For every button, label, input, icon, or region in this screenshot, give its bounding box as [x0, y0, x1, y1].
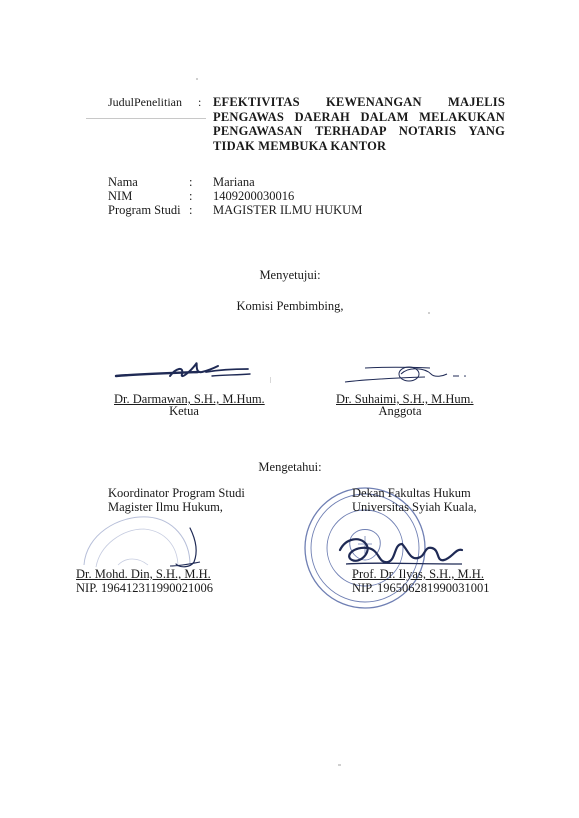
- advisor2-role: Anggota: [378, 404, 422, 418]
- scan-speck: [338, 764, 341, 766]
- name-label: Nama: [108, 175, 138, 189]
- left-official-signature: [150, 522, 210, 572]
- acknowledgement-heading: Mengetahui:: [258, 460, 322, 474]
- approval-heading: Menyetujui:: [259, 268, 321, 282]
- advisor1-signature: [110, 350, 260, 390]
- advisor1-name: Dr. Darmawan, S.H., M.Hum.: [114, 392, 265, 406]
- left-official-nip: NIP. 196412311990021006: [76, 581, 214, 595]
- scan-line: [86, 118, 206, 119]
- program-label: Program Studi: [108, 203, 181, 217]
- left-official-title: Koordinator Program Studi Magister Ilmu Hukum,: [108, 486, 245, 514]
- research-title-line: TIDAK MEMBUKA KANTOR: [213, 138, 387, 153]
- nim-value: 1409200030016: [213, 189, 295, 203]
- research-title-line: PENGAWASAN TERHADAP NOTARIS YANG: [213, 124, 505, 138]
- name-value: Mariana: [213, 175, 255, 189]
- research-title-label: JudulPenelitian: [108, 95, 182, 109]
- scan-speck: [428, 312, 430, 314]
- research-title-separator: :: [198, 95, 202, 109]
- nim-separator: :: [189, 189, 193, 203]
- program-value: MAGISTER ILMU HUKUM: [213, 203, 363, 217]
- name-separator: :: [189, 175, 193, 189]
- right-official-nip: NIP. 196506281990031001: [352, 581, 490, 595]
- advisor2-name: Dr. Suhaimi, S.H., M.Hum.: [336, 392, 474, 406]
- research-title-line: PENGAWAS DAERAH DALAM MELAKUKAN: [213, 109, 505, 124]
- student-info: [108, 175, 428, 217]
- advisor2-signature: [335, 352, 485, 392]
- program-separator: :: [189, 203, 193, 217]
- research-title-line: EFEKTIVITAS KEWENANGAN MAJELIS: [213, 95, 505, 109]
- advisor1-role: Ketua: [169, 404, 199, 418]
- right-official-title: Dekan Fakultas Hukum Universitas Syiah Kuala,: [352, 486, 477, 514]
- right-official-name: Prof. Dr. Ilyas, S.H., M.H.: [352, 567, 484, 581]
- research-title: [213, 95, 505, 153]
- approval-committee: Komisi Pembimbing,: [236, 299, 344, 313]
- scan-speck: [270, 377, 271, 383]
- scan-speck: [196, 78, 198, 80]
- left-official-name: Dr. Mohd. Din, S.H., M.H.: [76, 567, 211, 581]
- nim-label: NIM: [108, 189, 133, 203]
